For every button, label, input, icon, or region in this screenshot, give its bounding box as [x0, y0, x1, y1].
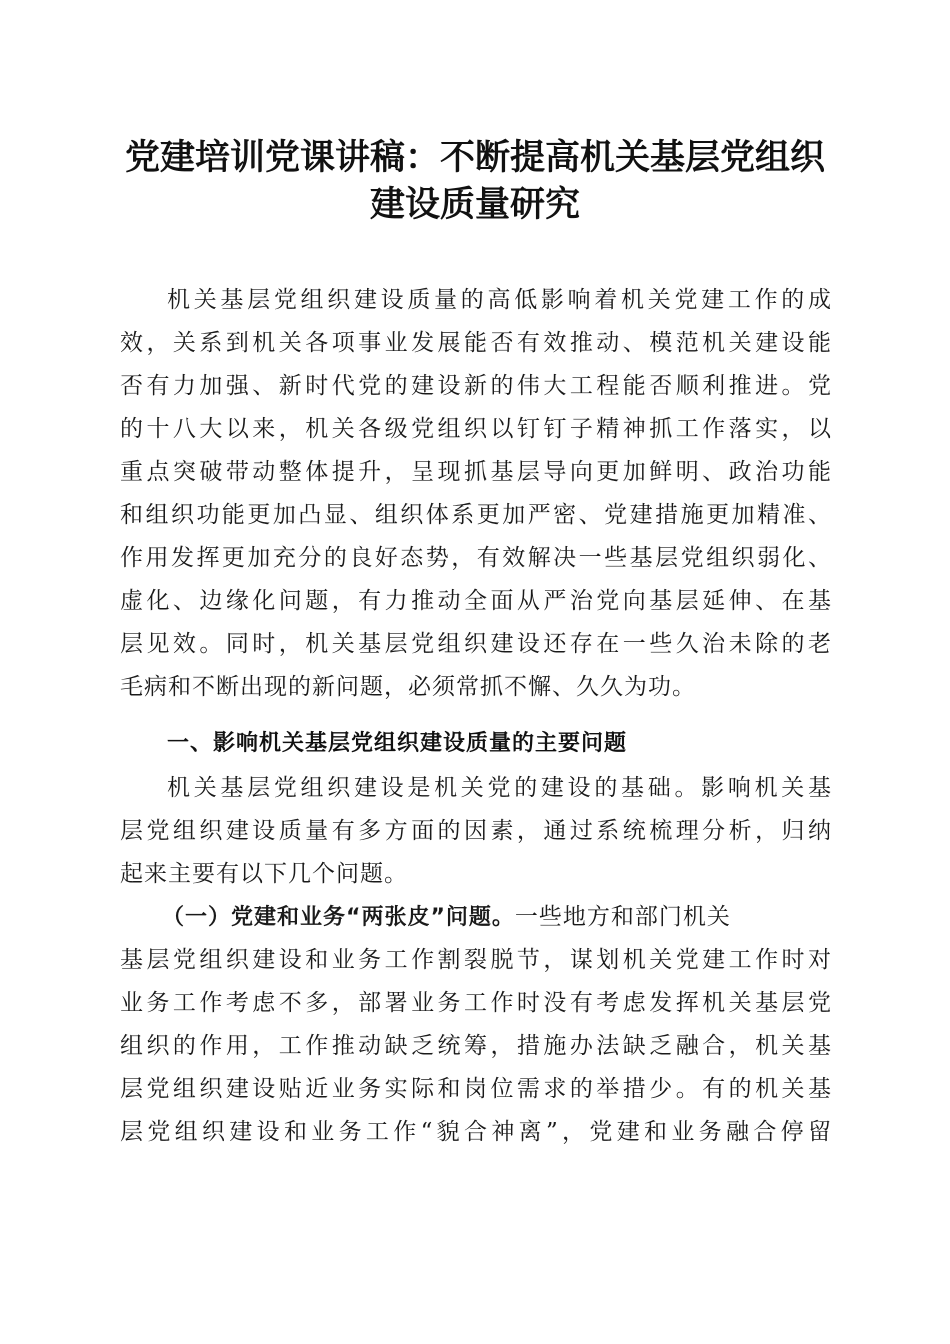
paragraph-line: 起来主要有以下几个问题。 — [120, 861, 408, 887]
paragraph-line: 毛病和不断出现的新问题，必须常抓不懈、久久为功。 — [120, 674, 696, 700]
paragraph-line: 层见效。同时，机关基层党组织建设还存在一些久治未除的老 — [120, 631, 832, 657]
paragraph-line: 层党组织建设质量有多方面的因素，通过系统梳理分析，归纳 — [120, 818, 832, 844]
paragraph-line: 层党组织建设和业务工作“貌合神离”，党建和业务融合停留 — [120, 1119, 832, 1145]
subsection-first-line — [162, 895, 874, 940]
paragraph-line: 基层党组织建设和业务工作割裂脱节，谋划机关党建工作时对 — [120, 947, 832, 973]
subsection-heading: （一）党建和业务“两张皮”问题。 — [162, 905, 515, 930]
paragraph-line: 的十八大以来，机关各级党组织以钉钉子精神抓工作落实，以 — [120, 416, 832, 442]
paragraph-line: 和组织功能更加凸显、组织体系更加严密、党建措施更加精准、 — [120, 502, 832, 528]
paragraph-line: 重点突破带动整体提升，呈现抓基层导向更加鲜明、政治功能 — [120, 459, 832, 485]
paragraph-line: 作用发挥更加充分的良好态势，有效解决一些基层党组织弱化、 — [120, 545, 832, 571]
paragraph-line: 否有力加强、新时代党的建设新的伟大工程能否顺利推进。党 — [120, 373, 832, 399]
document-title-line-2: 建设质量研究 — [369, 184, 580, 225]
document-title-line-1: 党建培训党课讲稿：不断提高机关基层党组织 — [124, 137, 825, 178]
paragraph-line: 效，关系到机关各项事业发展能否有效推动、模范机关建设能 — [120, 330, 832, 356]
paragraph-line: 虚化、边缘化问题，有力推动全面从严治党向基层延伸、在基 — [120, 588, 832, 614]
paragraph-line: 层党组织建设贴近业务实际和岗位需求的举措少。有的机关基 — [120, 1076, 832, 1102]
section-heading: 一、影响机关基层党组织建设质量的主要问题 — [167, 731, 628, 756]
subsection-first-line-text: 一些地方和部门机关 — [514, 904, 731, 930]
paragraph-line: 业务工作考虑不多，部署业务工作时没有考虑发挥机关基层党 — [120, 990, 832, 1016]
paragraph-line: 机关基层党组织建设是机关党的建设的基础。影响机关基 — [167, 775, 832, 801]
paragraph-line: 组织的作用，工作推动缺乏统筹，措施办法缺乏融合，机关基 — [120, 1033, 832, 1059]
paragraph-line: 机关基层党组织建设质量的高低影响着机关党建工作的成 — [167, 287, 832, 313]
